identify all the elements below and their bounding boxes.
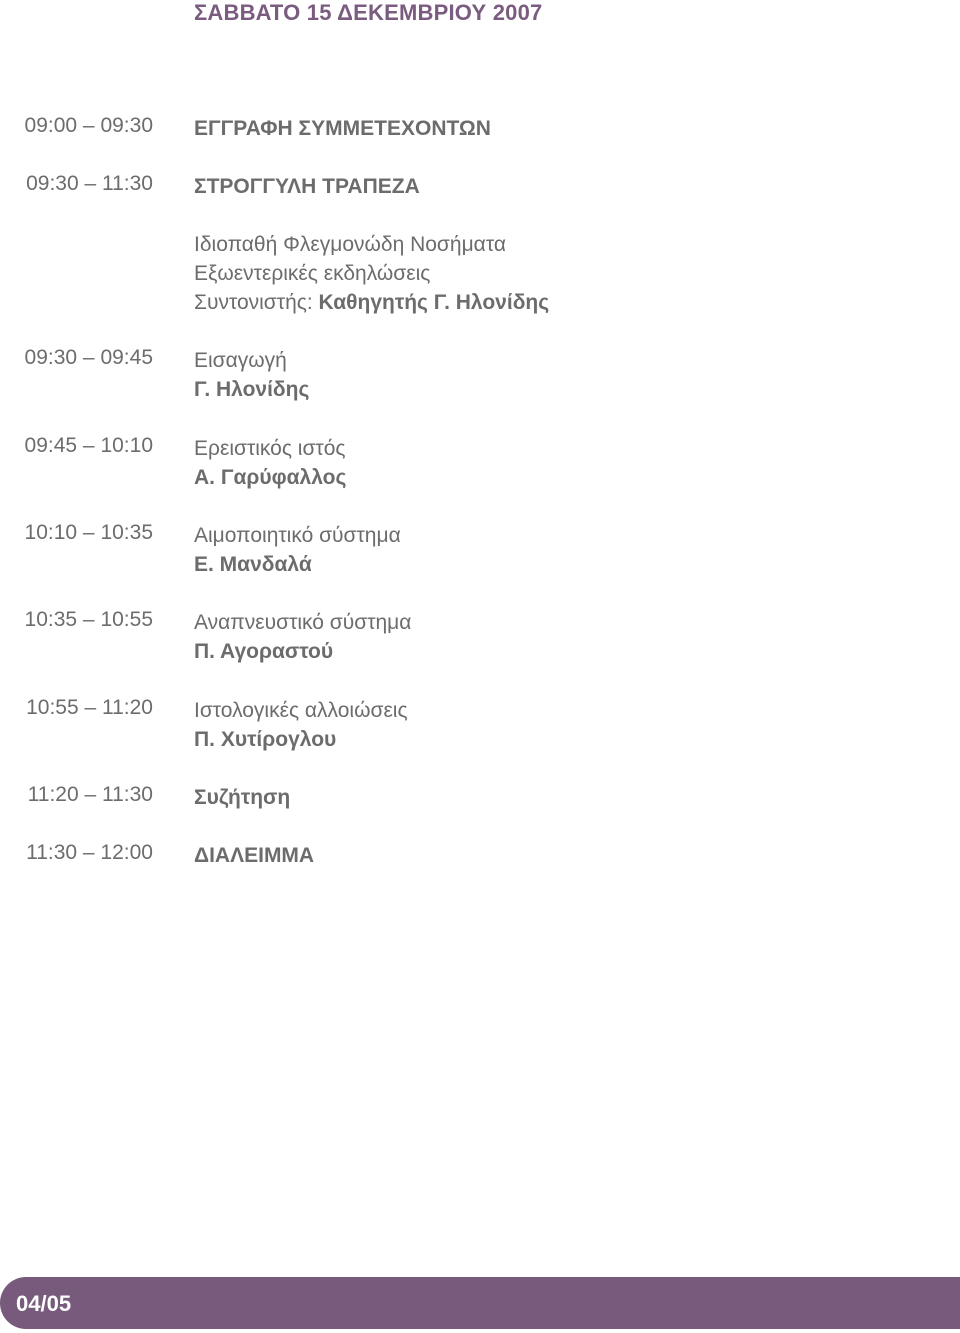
session-title: ΔΙΑΛΕΙΜΜΑ <box>194 844 315 867</box>
session-content <box>194 434 934 492</box>
footer-bar <box>0 1277 960 1329</box>
session-speaker: Π. Αγοραστού <box>194 640 334 663</box>
session-content <box>194 114 934 143</box>
session-speaker: Α. Γαρύφαλλος <box>194 466 347 489</box>
coordinator-line <box>194 288 934 317</box>
session-speaker: Ε. Μανδαλά <box>194 553 312 576</box>
session-content <box>194 841 934 870</box>
time-slot: 11:20 – 11:30 <box>27 783 153 806</box>
session-content <box>194 521 934 579</box>
session-title: ΣΤΡΟΓΓΥΛΗ ΤΡΑΠΕΖΑ <box>194 175 420 198</box>
session-title: Συζήτηση <box>194 786 291 809</box>
session-content <box>194 346 934 404</box>
coordinator-label: Συντονιστής: <box>194 291 319 314</box>
session-topic: Εισαγωγή <box>194 349 287 372</box>
time-slot: 10:55 – 11:20 <box>26 696 153 719</box>
session-content <box>194 172 934 201</box>
session-title: ΕΓΓΡΑΦΗ ΣΥΜΜΕΤΕΧΟΝΤΩΝ <box>194 117 491 140</box>
date-heading: ΣΑΒΒΑΤΟ 15 ΔΕΚΕΜΒΡΙΟΥ 2007 <box>194 0 543 25</box>
time-slot: 09:00 – 09:30 <box>24 114 153 137</box>
topic-line: Εξωεντερικές εκδηλώσεις <box>194 262 431 285</box>
session-speaker: Γ. Ηλονίδης <box>194 378 310 401</box>
time-slot: 09:30 – 11:30 <box>26 172 153 195</box>
session-content <box>194 783 934 812</box>
time-slot: 11:30 – 12:00 <box>26 841 153 864</box>
session-speaker: Π. Χυτίρογλου <box>194 728 337 751</box>
session-topic: Ιστολογικές αλλοιώσεις <box>194 699 408 722</box>
time-slot: 10:35 – 10:55 <box>24 608 153 631</box>
time-slot: 09:30 – 09:45 <box>24 346 153 369</box>
coordinator-name: Καθηγητής Γ. Ηλονίδης <box>318 291 550 314</box>
session-content <box>194 696 934 754</box>
page-number: 04/05 <box>16 1291 72 1316</box>
session-topic: Αιμοποιητικό σύστημα <box>194 524 401 547</box>
topic-line: Ιδιοπαθή Φλεγμονώδη Νοσήματα <box>194 233 506 256</box>
time-slot: 09:45 – 10:10 <box>24 434 153 457</box>
session-content <box>194 608 934 666</box>
time-slot: 10:10 – 10:35 <box>24 521 153 544</box>
session-topic: Αναπνευστικό σύστημα <box>194 611 412 634</box>
description-content <box>194 230 934 317</box>
session-topic: Ερειστικός ιστός <box>194 437 346 460</box>
